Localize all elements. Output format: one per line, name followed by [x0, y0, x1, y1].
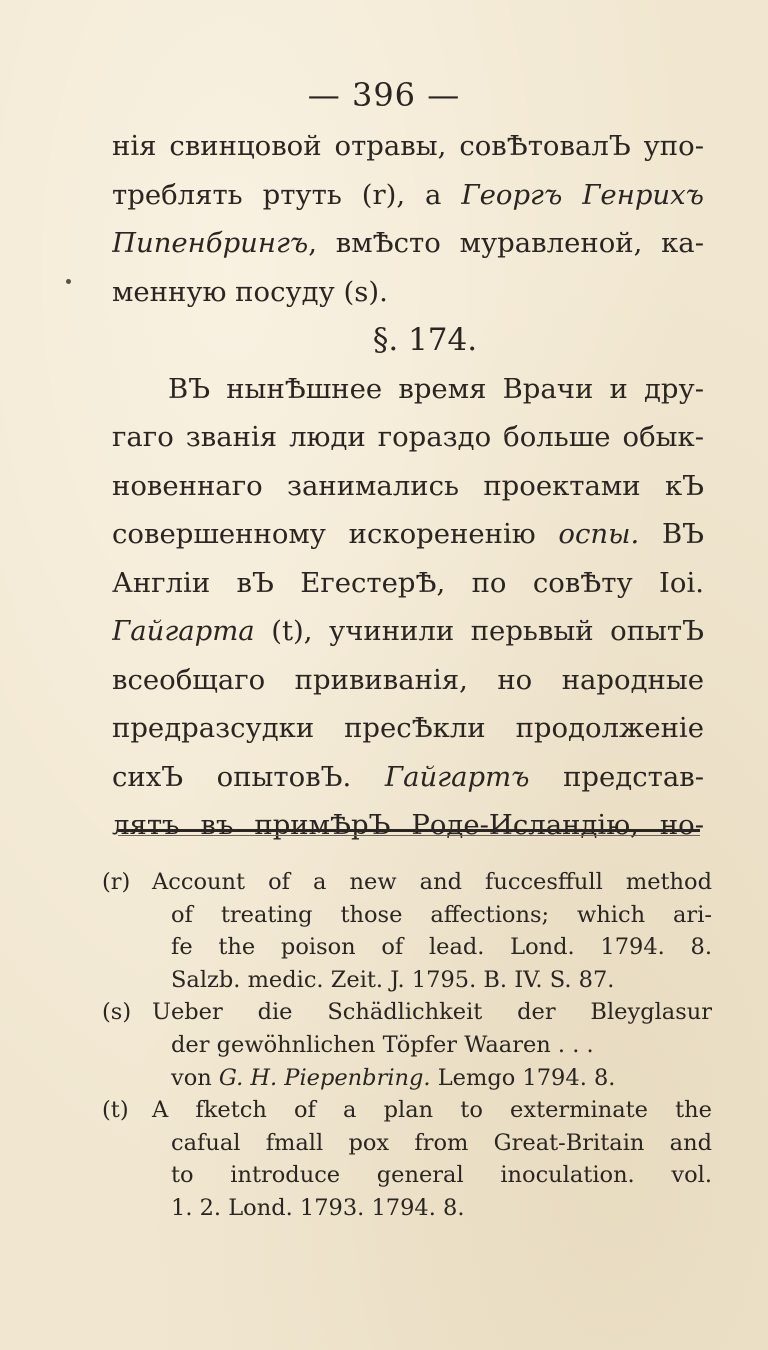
footnote-text: Lemgo 1794. 8. — [437, 1064, 616, 1091]
footnote-text: Account of a new and fuccesffull method — [152, 869, 712, 895]
text-line: новеннаго занимались проектами кЪ — [112, 469, 704, 502]
page-number: — 396 — — [307, 76, 461, 114]
text-line: ВЪ нынѢшнее время Врачи и дру- — [168, 372, 704, 405]
margin-ink-dot — [66, 279, 71, 284]
text-line: предразсудки пресѢкли продолженіе — [112, 712, 704, 744]
footnote-text: cafual fmall pox from Great-Britain and — [171, 1129, 712, 1156]
text-line — [112, 171, 704, 220]
footnote-label: (t) — [102, 1097, 129, 1124]
footnote-text: von — [171, 1064, 212, 1091]
text-fragment: сихЪ опытовЪ. — [112, 760, 352, 793]
text-fragment: (t), учинили перьвый опытЪ — [271, 615, 704, 647]
italic-name: Гайгарта — [112, 615, 255, 647]
italic-name: Гайгартъ — [384, 760, 530, 793]
text-line: гаго званія люди гораздо больше обык- — [112, 421, 704, 453]
main-text-block — [112, 122, 704, 850]
text-line: лятъ въ примѢрЪ Роде-Исландію, но- — [112, 809, 704, 841]
footnote-label: (s) — [102, 999, 132, 1026]
footnote-text: of treating those affections; which ari- — [171, 901, 712, 928]
italic-author: G. H. Piepenbring. — [218, 1064, 431, 1091]
footnote-text: Salzb. medic. Zeit. J. 1795. B. IV. S. 87. — [171, 966, 615, 993]
text-line — [112, 607, 704, 656]
footnote-text: der gewöhnlichen Töpfer Waaren . . . — [171, 1031, 594, 1058]
italic-name: Пипенбрингъ — [112, 227, 309, 259]
text-line: нія свинцовой отравы, совѢтовалЪ упо- — [112, 130, 704, 162]
text-line: Англіи вЪ ЕгестерѢ, по совѢту Іоі. — [112, 566, 704, 599]
text-fragment: представ- — [563, 760, 704, 793]
footnote-s — [102, 996, 712, 1029]
footnote-text: Ueber die Schädlichkeit der Bleyglasur — [152, 999, 712, 1026]
text-fragment: , вмѢсто муравленой, ка- — [308, 227, 704, 259]
footnote-text — [102, 1062, 712, 1095]
text-line: менную посуду (s). — [112, 275, 388, 308]
footnote-text: fe the poison of lead. Lond. 1794. 8. — [171, 934, 712, 961]
footnote-text: to introduce general inoculation. vol. — [171, 1162, 712, 1189]
text-line — [112, 510, 704, 559]
text-fragment: треблять ртуть (r), а — [112, 178, 442, 211]
italic-word: оспы. — [558, 518, 640, 550]
footnote-t — [102, 1094, 712, 1127]
section-heading: §. 174. — [372, 322, 478, 358]
footnote-separator — [118, 829, 700, 832]
footnote-text: A fketch of a plan to exterminate the — [152, 1097, 712, 1124]
footnotes-block — [102, 866, 712, 1225]
text-fragment: ВЪ — [661, 518, 704, 550]
footnote-r — [102, 866, 712, 899]
text-line: всеобщаго прививанія, но народные — [112, 663, 704, 696]
text-fragment: совершенному искорененію — [112, 518, 536, 550]
text-line — [112, 219, 704, 268]
italic-name: Георгъ Генрихъ — [461, 178, 704, 211]
text-line — [112, 753, 704, 802]
footnote-text: 1. 2. Lond. 1793. 1794. 8. — [171, 1194, 465, 1221]
footnote-label: (r) — [102, 869, 131, 895]
